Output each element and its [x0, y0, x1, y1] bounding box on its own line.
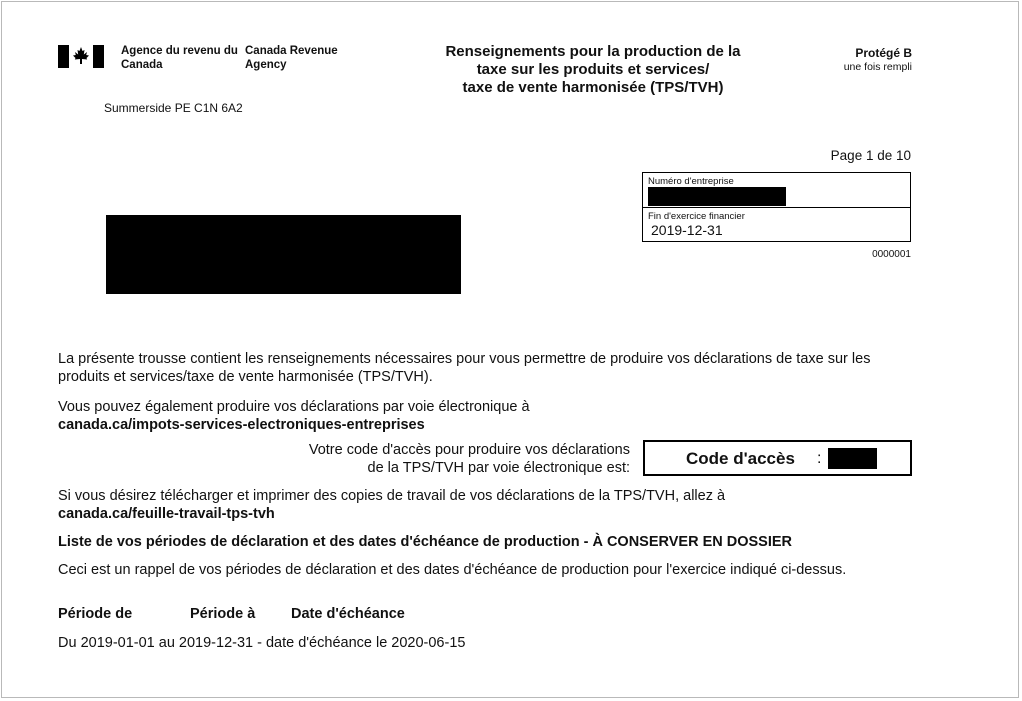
access-code-text-line-2: de la TPS/TVH par voie électronique est: [367, 460, 630, 476]
electronic-filing-link[interactable]: canada.ca/impots-services-electroniques-entreprises [58, 417, 425, 433]
return-address: Summerside PE C1N 6A2 [104, 101, 243, 115]
title-line-2: taxe sur les produits et services/ [476, 61, 710, 78]
reminder-paragraph: Ceci est un rappel de vos périodes de déclaration et des dates d'échéance de production pour l'exercice indiqué ci-dessus. [58, 562, 847, 578]
column-header-period-to: Période à [190, 606, 256, 622]
title-line-1: Renseignements pour la production de la [445, 43, 741, 60]
fiscal-year-end-label: Fin d'exercice financier [648, 211, 745, 222]
business-number-redacted [648, 187, 786, 206]
agency-name-fr: Agence du revenu du Canada [121, 45, 238, 71]
worksheet-text: Si vous désirez télécharger et imprimer des copies de travail de vos déclarations de la TPS/TVH, allez à [58, 488, 726, 504]
sequence-number: 0000001 [872, 249, 911, 260]
worksheet-link[interactable]: canada.ca/feuille-travail-tps-tvh [58, 506, 275, 522]
protection-sublabel: une fois rempli [843, 61, 912, 73]
protection-label: Protégé B [855, 46, 912, 60]
document-title [426, 43, 760, 97]
page-number: Page 1 de 10 [830, 148, 911, 163]
worksheet-paragraph [58, 487, 898, 523]
access-code-text-line-1: Votre code d'accès pour produire vos déclarations [308, 442, 630, 458]
business-number-label: Numéro d'entreprise [648, 176, 734, 187]
canada-flag-icon [58, 45, 104, 68]
period-list-heading: Liste de vos périodes de déclaration et des dates d'échéance de production - À CONSERVER EN DOSSIER [58, 534, 793, 550]
access-code-box [643, 440, 912, 476]
access-code-separator: : [817, 450, 822, 467]
column-header-period-from: Période de [58, 606, 133, 622]
recipient-address-redacted [106, 215, 461, 294]
intro-paragraph: La présente trousse contient les renseignements nécessaires pour vous permettre de produire vos déclarations de taxe sur les produits et services/taxe de vente harmonisée (TPS/TVH). [58, 351, 871, 385]
period-row: Du 2019-01-01 au 2019-12-31 - date d'échéance le 2020-06-15 [58, 635, 466, 651]
business-info-box [642, 172, 911, 242]
column-header-due-date: Date d'échéance [291, 606, 405, 622]
agency-name-en: Canada Revenue Agency [245, 45, 338, 71]
fiscal-year-end-value: 2019-12-31 [651, 222, 723, 238]
access-code-redacted [828, 448, 877, 469]
access-code-label: Code d'accès [686, 449, 795, 468]
electronic-filing-paragraph [58, 398, 898, 434]
access-code-instructions [230, 441, 630, 477]
title-line-3: taxe de vente harmonisée (TPS/TVH) [462, 79, 724, 96]
electronic-filing-text: Vous pouvez également produire vos déclarations par voie électronique à [58, 399, 530, 415]
